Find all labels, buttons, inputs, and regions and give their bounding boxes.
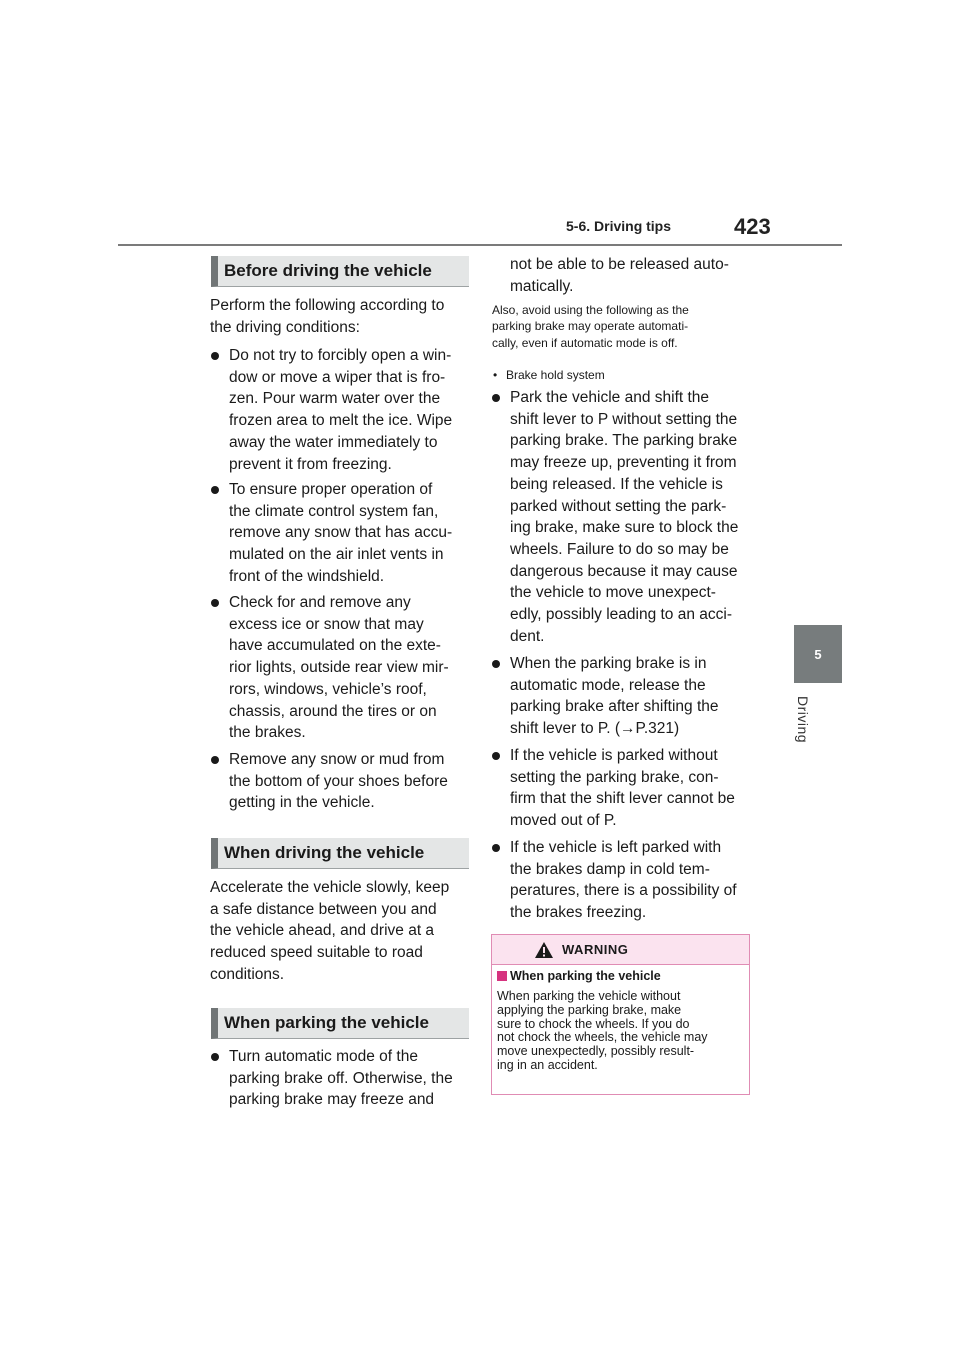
list-item: If the vehicle is left parked with the brakes damp in cold tem- peratures, there is a possibility of the brakes freezing. [492,837,758,924]
warning-header [492,935,749,965]
list-item: To ensure proper operation of the climate control system fan, remove any snow that has accu- mulated on the air inlet vents in front of the windshield. [211,479,473,588]
header-rule [118,244,842,246]
bullet-icon [211,486,219,494]
list-item: When the parking brake is in automatic mode, release the parking brake after shifting the shift lever to P. (→P.321) [492,653,758,740]
list-item: Turn automatic mode of the parking brake off. Otherwise, the parking brake may freeze and [211,1046,473,1111]
small-bullet-icon: • [493,368,498,382]
chapter-tab: 5 [794,625,842,683]
list-item: Park the vehicle and shift the shift lever to P without setting the parking brake. The parking brake may freeze up, preventing it from being released. If the vehicle is parked without setting the park- ing brake, make sure to block the wheels. Failure to do so may be dangerous because it may cause the vehicle to move unexpect- edly, possibly leading to an acci- dent. [492,387,758,647]
list-item: If the vehicle is parked without setting the parking brake, con- firm that the shift lever cannot be moved out of P. [492,745,758,832]
page-number: 423 [734,214,771,239]
bullet-icon [492,394,500,402]
bullet-icon [492,752,500,760]
list-item: Do not try to forcibly open a win- dow or move a wiper that is fro- zen. Pour warm water over the frozen area to melt the ice. Wipe away the water immediately to prevent it from freezing. [211,345,473,475]
warning-subheading: When parking the vehicle [497,969,661,983]
section-heading-before-driving: Before driving the vehicle [211,256,469,287]
intro-paragraph: Perform the following according to the driving conditions: [210,297,445,336]
warning-title: WARNING [562,942,629,957]
warning-box [491,934,750,1095]
bullet-icon [211,1053,219,1061]
square-bullet-icon [497,971,507,981]
section-heading-when-parking: When parking the vehicle [211,1008,469,1039]
bullet-icon [211,599,219,607]
continued-text: not be able to be released auto- matically. [510,256,729,295]
bullet-icon [492,660,500,668]
list-item: Remove any snow or mud from the bottom of your shoes before getting in the vehicle. [211,749,473,814]
section-heading-when-driving: When driving the vehicle [211,838,469,869]
bullet-icon [492,844,500,852]
small-list-item: • Brake hold system [493,368,605,382]
small-note: Also, avoid using the following as the parking brake may operate automati- cally, even if automatic mode is off. [492,303,689,350]
list-item: Check for and remove any excess ice or snow that may have accumulated on the exte- rior lights, outside rear view mir- rors, windows, vehicle’s roof, chassis, around the tires or on the brakes. [211,592,473,744]
bullet-icon [211,756,219,764]
section-title: 5-6. Driving tips [566,218,672,234]
warning-body: When parking the vehicle without applying the parking brake, make sure to chock the wheels. If you do not chock the wheels, the vehicle may move unexpectedly, possibly result- ing in an accident. [497,989,708,1072]
warning-triangle-icon [534,941,554,959]
chapter-title: Driving [795,696,811,744]
bullet-icon [211,352,219,360]
driving-paragraph: Accelerate the vehicle slowly, keep a safe distance between you and the vehicle ahead, and drive at a reduced speed suitable to road conditions. [210,879,450,983]
